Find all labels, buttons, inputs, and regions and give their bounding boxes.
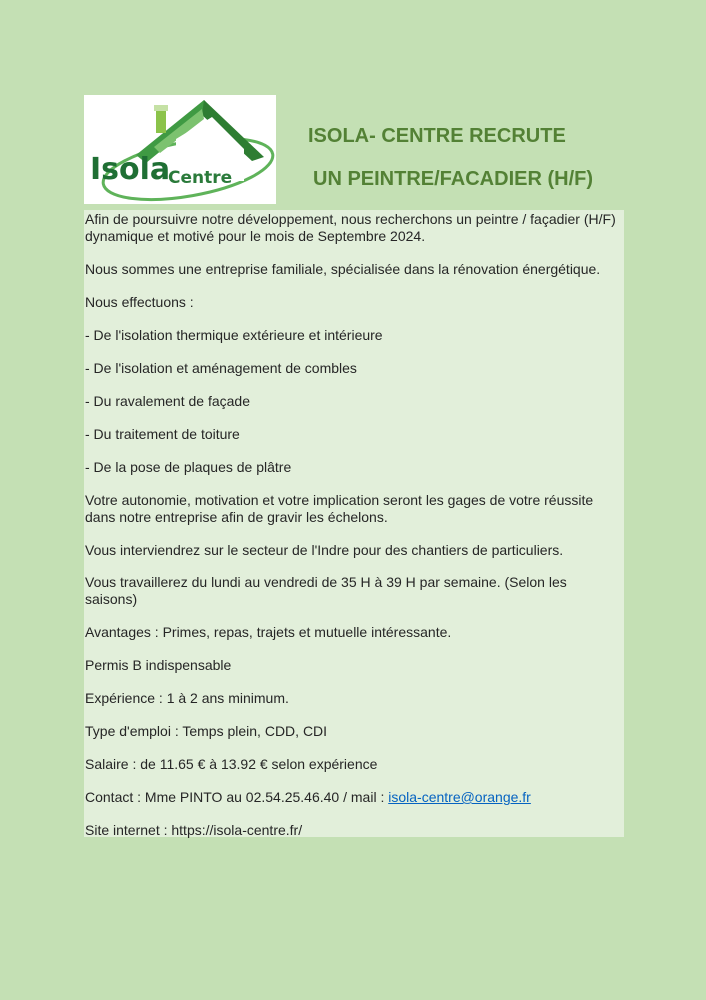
service-item: - Du traitement de toiture [85, 426, 240, 442]
experience-paragraph: Expérience : 1 à 2 ans minimum. [85, 690, 289, 706]
intro-paragraph: Afin de poursuivre notre développement, nous recherchons un peintre / façadier (H/F) dynamique et motivé pour le mois de Septembre 2024. [85, 211, 616, 244]
company-paragraph: Nous sommes une entreprise familiale, spécialisée dans la rénovation énergétique. [85, 261, 601, 277]
job-type-paragraph: Type d'emploi : Temps plein, CDD, CDI [85, 723, 328, 739]
page-title-line-1: ISOLA- CENTRE RECRUTE [308, 125, 566, 147]
services-intro: Nous effectuons : [85, 294, 194, 310]
sector-paragraph: Vous interviendrez sur le secteur de l'Indre pour des chantiers de particuliers. [85, 542, 564, 558]
job-description-panel [84, 210, 624, 837]
logo-sub-text: Centre [168, 168, 233, 188]
contact-email-link[interactable]: isola-centre@orange.fr [388, 789, 531, 805]
contact-text: Contact : Mme PINTO au 02.54.25.46.40 / mail : [85, 789, 389, 805]
logo-brand-text: Isola [90, 152, 171, 187]
company-logo [84, 95, 276, 204]
service-item: - De l'isolation thermique extérieure et intérieure [85, 327, 383, 343]
service-item: - De l'isolation et aménagement de combles [85, 360, 357, 376]
service-item: - De la pose de plaques de plâtre [85, 459, 292, 475]
contact-paragraph [85, 789, 620, 806]
salary-paragraph: Salaire : de 11.65 € à 13.92 € selon expérience [85, 756, 378, 772]
benefits-paragraph: Avantages : Primes, repas, trajets et mutuelle intéressante. [85, 624, 452, 640]
autonomy-paragraph: Votre autonomie, motivation et votre implication seront les gages de votre réussite dans notre entreprise afin de gravir les échelons. [85, 492, 594, 525]
page-title-line-2: UN PEINTRE/FACADIER (H/F) [313, 168, 593, 190]
license-paragraph: Permis B indispensable [85, 657, 232, 673]
website-paragraph: Site internet : https://isola-centre.fr/ [85, 822, 303, 838]
service-item: - Du ravalement de façade [85, 393, 250, 409]
schedule-paragraph: Vous travaillerez du lundi au vendredi de 35 H à 39 H par semaine. (Selon les saisons) [85, 574, 567, 607]
